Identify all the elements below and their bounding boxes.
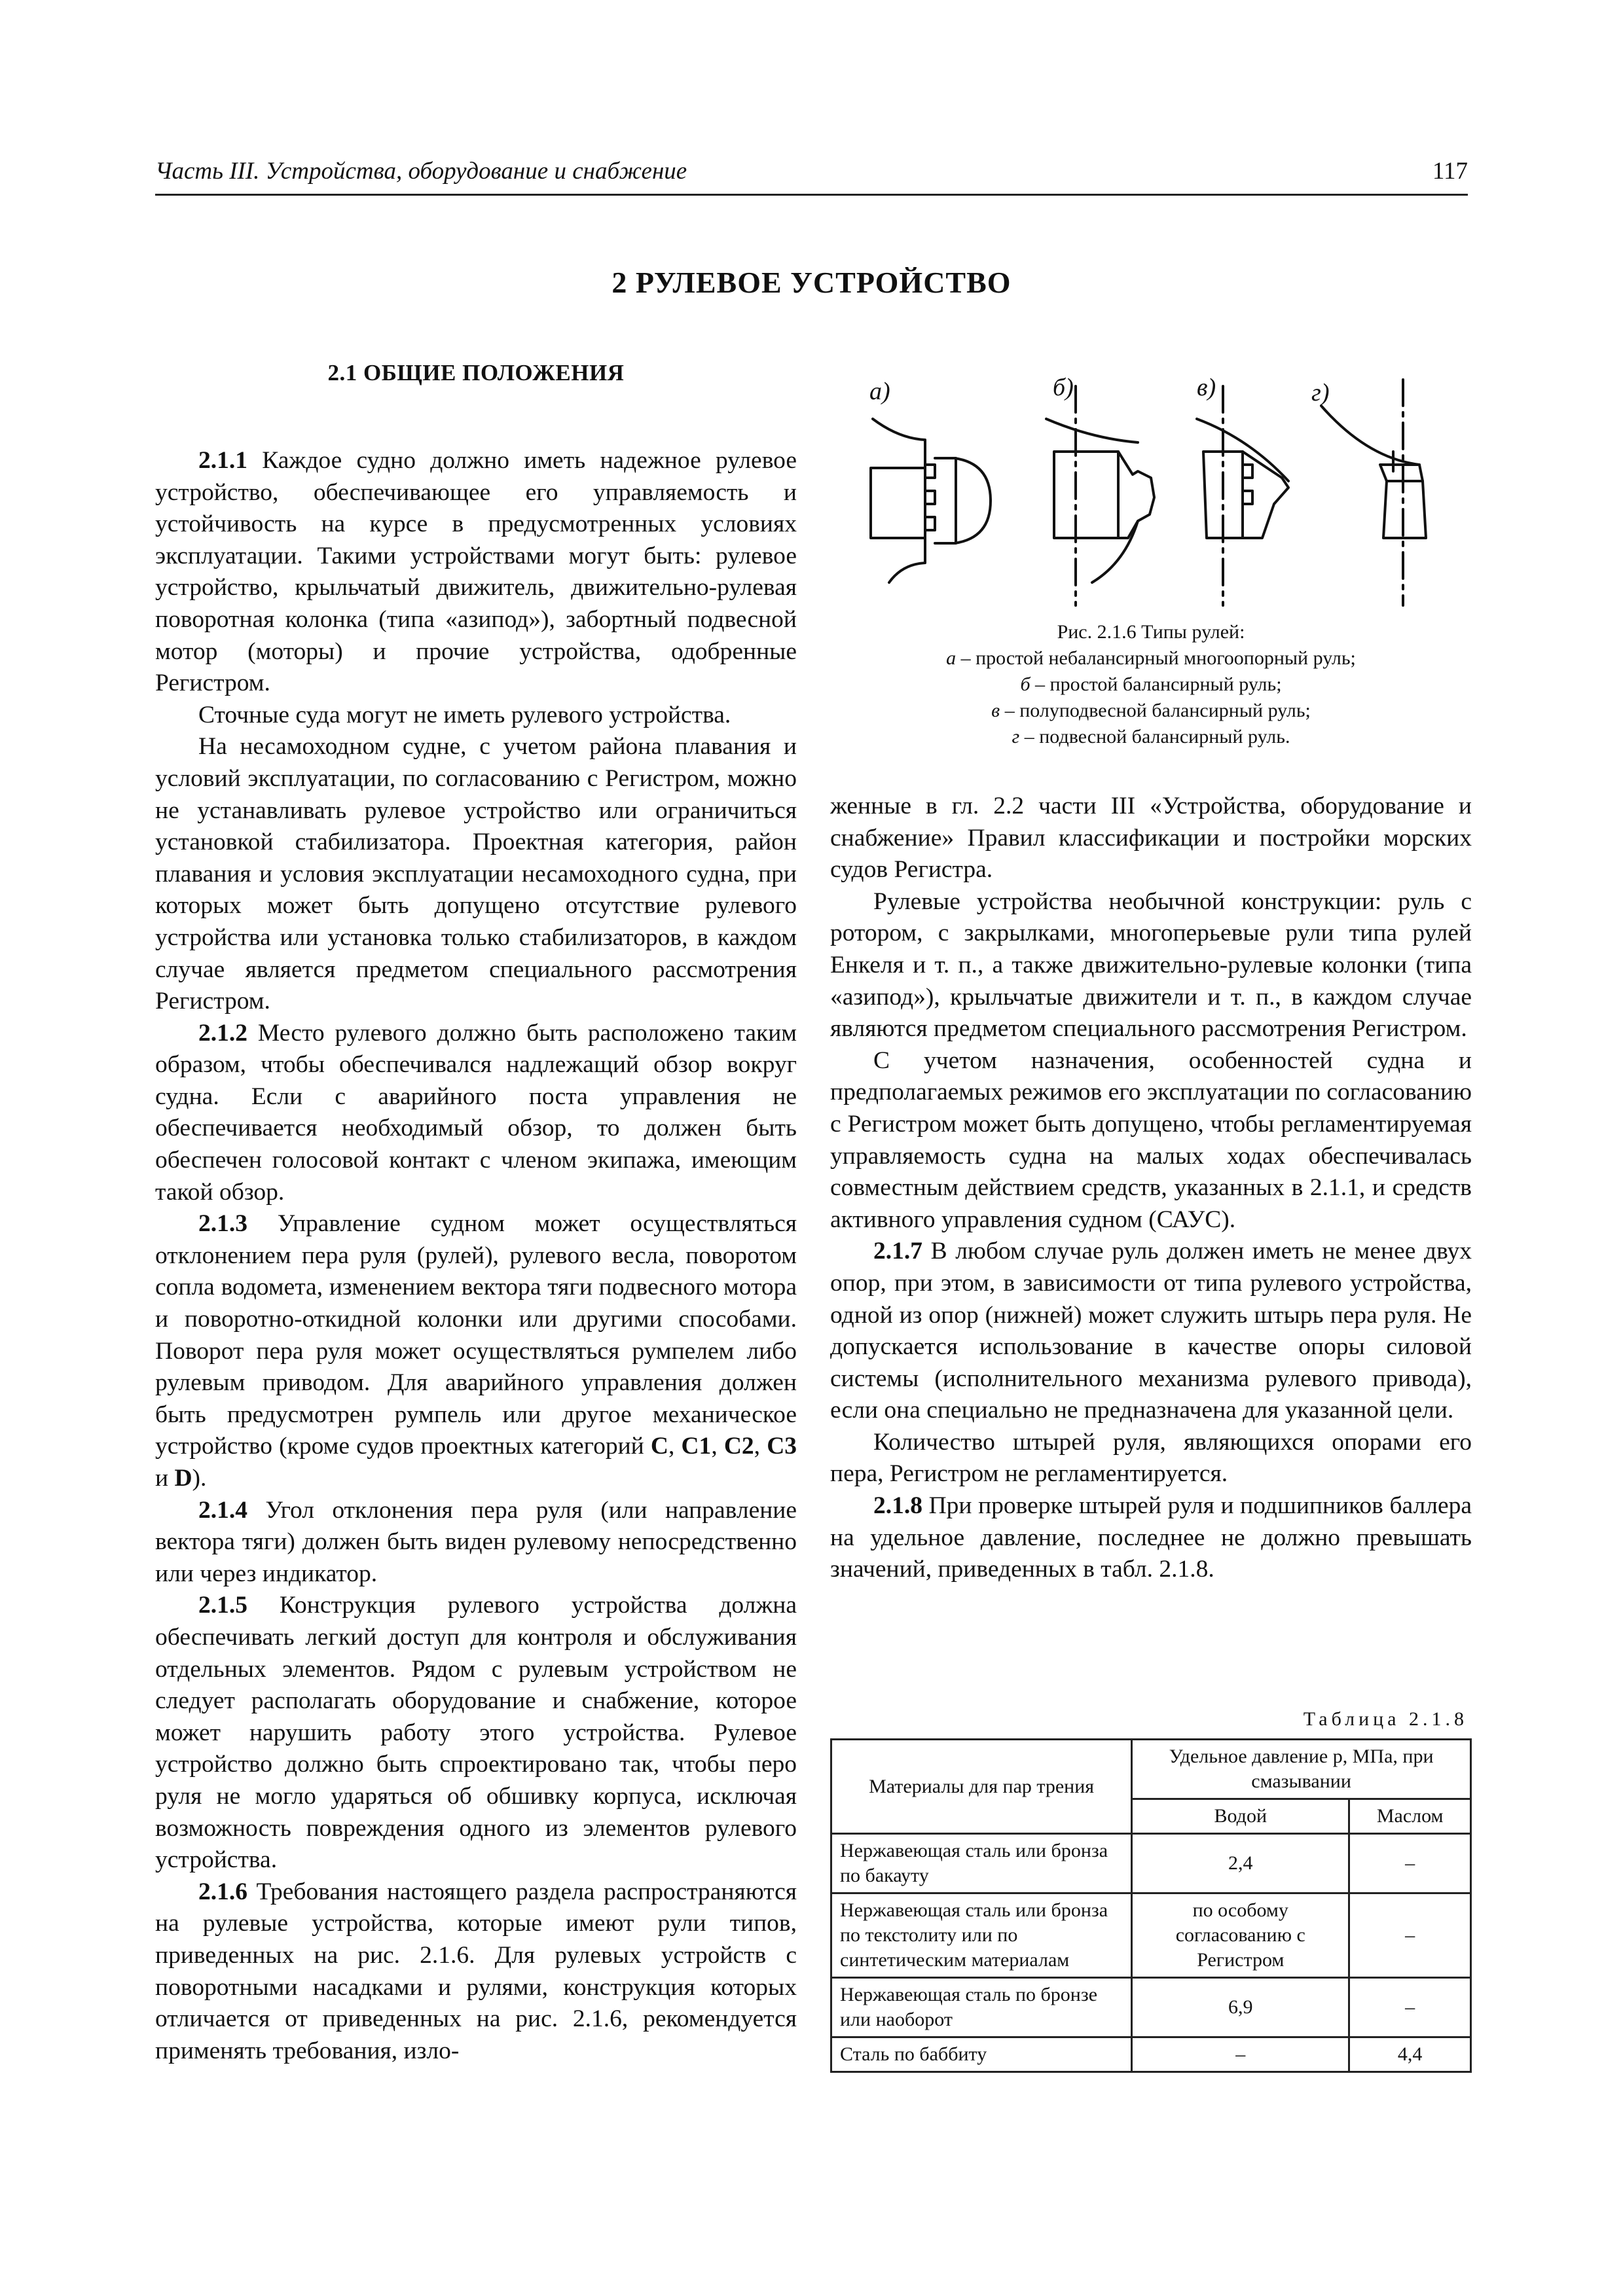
table-row <box>831 1893 1471 1978</box>
water-cell: по особому согласованию с Регистром <box>1132 1893 1349 1978</box>
clause-number: 2.1.2 <box>198 1019 247 1047</box>
rudder-type-g-drawing <box>1321 380 1426 605</box>
table-header-row <box>831 1740 1471 1799</box>
left-column <box>155 353 797 2067</box>
page-number: 117 <box>1432 158 1468 185</box>
table-label: Таблица 2.1.8 <box>1303 1708 1468 1730</box>
paragraph-text: Угол отклонения пера руля (или направление вектора тяги) должен быть виден рулевому непосредственно или через индикатор. <box>155 1496 797 1587</box>
paragraph-2-1-4 <box>155 1495 797 1590</box>
clause-number: 2.1.6 <box>198 1878 247 1905</box>
rudder-type-a-drawing <box>871 419 991 583</box>
material-cell: Нержавеющая сталь по бронзе или наоборот <box>831 1978 1132 2037</box>
header-oil: Маслом <box>1349 1799 1471 1834</box>
paragraph-2-1-8 <box>830 1490 1472 1586</box>
legend-text: – подвесной балансирный руль. <box>1019 726 1290 747</box>
table-row <box>831 2037 1471 2072</box>
oil-cell: 4,4 <box>1349 2037 1471 2072</box>
figure-label-g: г) <box>1311 379 1330 406</box>
rudder-type-b-drawing <box>1046 386 1154 605</box>
separator: ). <box>192 1465 207 1492</box>
table-row <box>831 1978 1471 2037</box>
paragraph-text: При проверке штырей руля и подшипников баллера на удельное давление, последнее не должно превышать значений, приведенных в табл. 2.1.8. <box>830 1492 1472 1583</box>
oil-cell: – <box>1349 1893 1471 1978</box>
running-header <box>155 157 1468 196</box>
paragraph-text: женные в гл. 2.2 части III «Устройства, оборудование и снабжение» Правил классификации и постройки морских судов Регистра. <box>830 793 1472 884</box>
clause-number: 2.1.8 <box>873 1492 922 1520</box>
material-cell: Сталь по баббиту <box>831 2037 1132 2072</box>
category-c: C <box>650 1433 668 1460</box>
category-c2: C2 <box>723 1433 754 1460</box>
oil-cell: – <box>1349 1834 1471 1893</box>
header-materials: Материалы для пар трения <box>831 1740 1132 1834</box>
category-d: D <box>174 1465 192 1492</box>
separator: и <box>155 1465 175 1492</box>
legend-text: – простой небалансирный многоопорный руль; <box>956 647 1356 669</box>
caption-title: Рис. 2.1.6 Типы рулей: <box>1057 621 1245 643</box>
clause-number: 2.1.1 <box>198 447 247 474</box>
legend-key: в <box>991 700 1000 721</box>
section-title: 2.1 ОБЩИЕ ПОЛОЖЕНИЯ <box>327 360 625 386</box>
rudder-diagram <box>830 367 1472 609</box>
separator: , <box>711 1433 724 1460</box>
paragraph-text: Управление судном может осуществляться отклонением пера руля (рулей), рулевого весла, поворотом сопла водомета, изменением вектора тяги подвесного мотора и поворотно-откидной колонки или другими способами. Поворот пера руля может осуществляться румпелем либо рулевым приводом. Для аварийного управления должен быть предусмотрен румпель или другое механическое устройство (кроме судов проектных категорий <box>155 1210 797 1460</box>
water-cell: 2,4 <box>1132 1834 1349 1893</box>
chapter-title: 2 РУЛЕВОЕ УСТРОЙСТВО <box>611 266 1012 299</box>
material-cell: Нержавеющая сталь или бронза по текстолиту или по синтетическим материалам <box>831 1893 1132 1978</box>
header-pressure: Удельное давление p, МПа, при смазывании <box>1132 1740 1471 1799</box>
paragraph-text: Количество штырей руля, являющихся опорами его пера, Регистром не регламентируется. <box>830 1428 1472 1488</box>
paragraph-text: Каждое судно должно иметь надежное рулевое устройство, обеспечивающее его управляемость и устойчивость на курсе в предусмотренных условиях эксплуатации. Такими устройствами могут быть: рулевое устройство, крыльчатый движитель, движительно-рулевая поворотная колонка (типа «азипод»), забортный подвесной мотор (моторы) и прочие устройства, одобренные Регистром. <box>155 447 797 697</box>
legend-text: – простой балансирный руль; <box>1030 673 1282 695</box>
separator: , <box>668 1433 682 1460</box>
paragraph-text: С учетом назначения, особенностей судна и предполагаемых режимов его эксплуатации по согласованию с Регистром может быть допущено, чтобы регламентируемая управляемость судна на малых ходах обеспечивалась совместным действием средств, указанных в 2.1.1, и средств активного управления судном (САУС). <box>830 1047 1472 1233</box>
water-cell: – <box>1132 2037 1349 2072</box>
legend-text: – полуподвесной балансирный руль; <box>1000 700 1311 721</box>
paragraph-text: Требования настоящего раздела распространяются на рулевые устройства, которые имеют рули типов, приведенных на рис. 2.1.6. Для рулевых устройств с поворотными насадками и рулями, конструкция которых отличается от приведенных на рис. 2.1.6, рекомендуется применять требования, изло- <box>155 1878 797 2064</box>
paragraph-text: В любом случае руль должен иметь не менее двух опор, при этом, в зависимости от типа рулевого устройства, одной из опор (нижней) может служить штырь пера руля. Не допускается использование в качестве опоры силовой системы (исполнительного механизма рулевого привода), если она специально не предназначена для указанной цели. <box>830 1238 1472 1424</box>
oil-cell: – <box>1349 1978 1471 2037</box>
paragraph-2-1-2 <box>155 1018 797 1209</box>
paragraph-2-1-3 <box>155 1208 797 1494</box>
separator: , <box>754 1433 767 1460</box>
running-title: Часть III. Устройства, оборудование и снабжение <box>155 158 687 185</box>
paragraph-text: Рулевые устройства необычной конструкции: руль с ротором, с закрылками, многоперьевые рули типа рулей Енкеля и т. п., а также движительно-рулевые колонки (типа «азипод»), крыльчатые движители и т. п., в каждом случае являются предметом специального рассмотрения Регистром. <box>830 888 1472 1043</box>
clause-number: 2.1.5 <box>198 1592 247 1619</box>
clause-number: 2.1.3 <box>198 1210 247 1238</box>
paragraph-2-1-7 <box>830 1236 1472 1427</box>
legend-item <box>830 672 1472 698</box>
header-water: Водой <box>1132 1799 1349 1834</box>
water-cell: 6,9 <box>1132 1978 1349 2037</box>
paragraph-text: На несамоходном судне, с учетом района плавания и условий эксплуатации, по согласованию с Регистром, можно не устанавливать рулевое устройство или ограничиться установкой стабилизатора. Проектная категория, район плавания и условия эксплуатации несамоходного судна, при которых может быть допущено отсутствие рулевого устройства или установка только стабилизаторов, в каждом случае является предметом специального рассмотрения Регистром. <box>155 733 797 1015</box>
legend-key: б <box>1020 673 1030 695</box>
material-cell: Нержавеющая сталь или бронза по бакауту <box>831 1834 1132 1893</box>
paragraph-text: Конструкция рулевого устройства должна обеспечивать легкий доступ для контроля и обслуживания отдельных элементов. Рядом с рулевым устройством не следует располагать оборудование и снабжение, которое может нарушить работу этого устройства. Рулевое устройство должно быть спроектировано так, чтобы перо руля не могло ударяться об обшивку корпуса, исключая возможность повреждения одного из элементов рулевого устройства. <box>155 1592 797 1874</box>
rudder-types-figure <box>830 367 1472 609</box>
legend-key: г <box>1012 726 1020 747</box>
paragraph-2-1-6 <box>155 1876 797 2068</box>
table-row <box>831 1834 1471 1893</box>
paragraph-2-1-1 <box>155 445 797 700</box>
category-c3: C3 <box>767 1433 797 1460</box>
legend-item <box>830 645 1472 672</box>
legend-item <box>830 724 1472 750</box>
right-column <box>830 791 1472 1586</box>
clause-number: 2.1.7 <box>873 1238 922 1265</box>
clause-number: 2.1.4 <box>198 1496 247 1524</box>
figure-label-b: б) <box>1053 374 1074 401</box>
paragraph-2-1-5 <box>155 1590 797 1876</box>
paragraph-text: Сточные суда могут не иметь рулевого устройства. <box>198 701 731 728</box>
pressure-table <box>830 1738 1472 2073</box>
figure-caption <box>830 619 1472 750</box>
figure-label-a: а) <box>869 378 890 405</box>
legend-key: а <box>946 647 957 669</box>
legend-item <box>830 698 1472 724</box>
figure-label-v: в) <box>1197 374 1216 401</box>
rudder-type-v-drawing <box>1197 386 1288 605</box>
category-c1: C1 <box>681 1433 712 1460</box>
paragraph-text: Место рулевого должно быть расположено таким образом, чтобы обеспечивался надлежащий обзор вокруг судна. Если с аварийного поста управления не обеспечивается необходимый обзор, то должен быть обеспечен голосовой контакт с членом экипажа, имеющим такой обзор. <box>155 1019 797 1206</box>
